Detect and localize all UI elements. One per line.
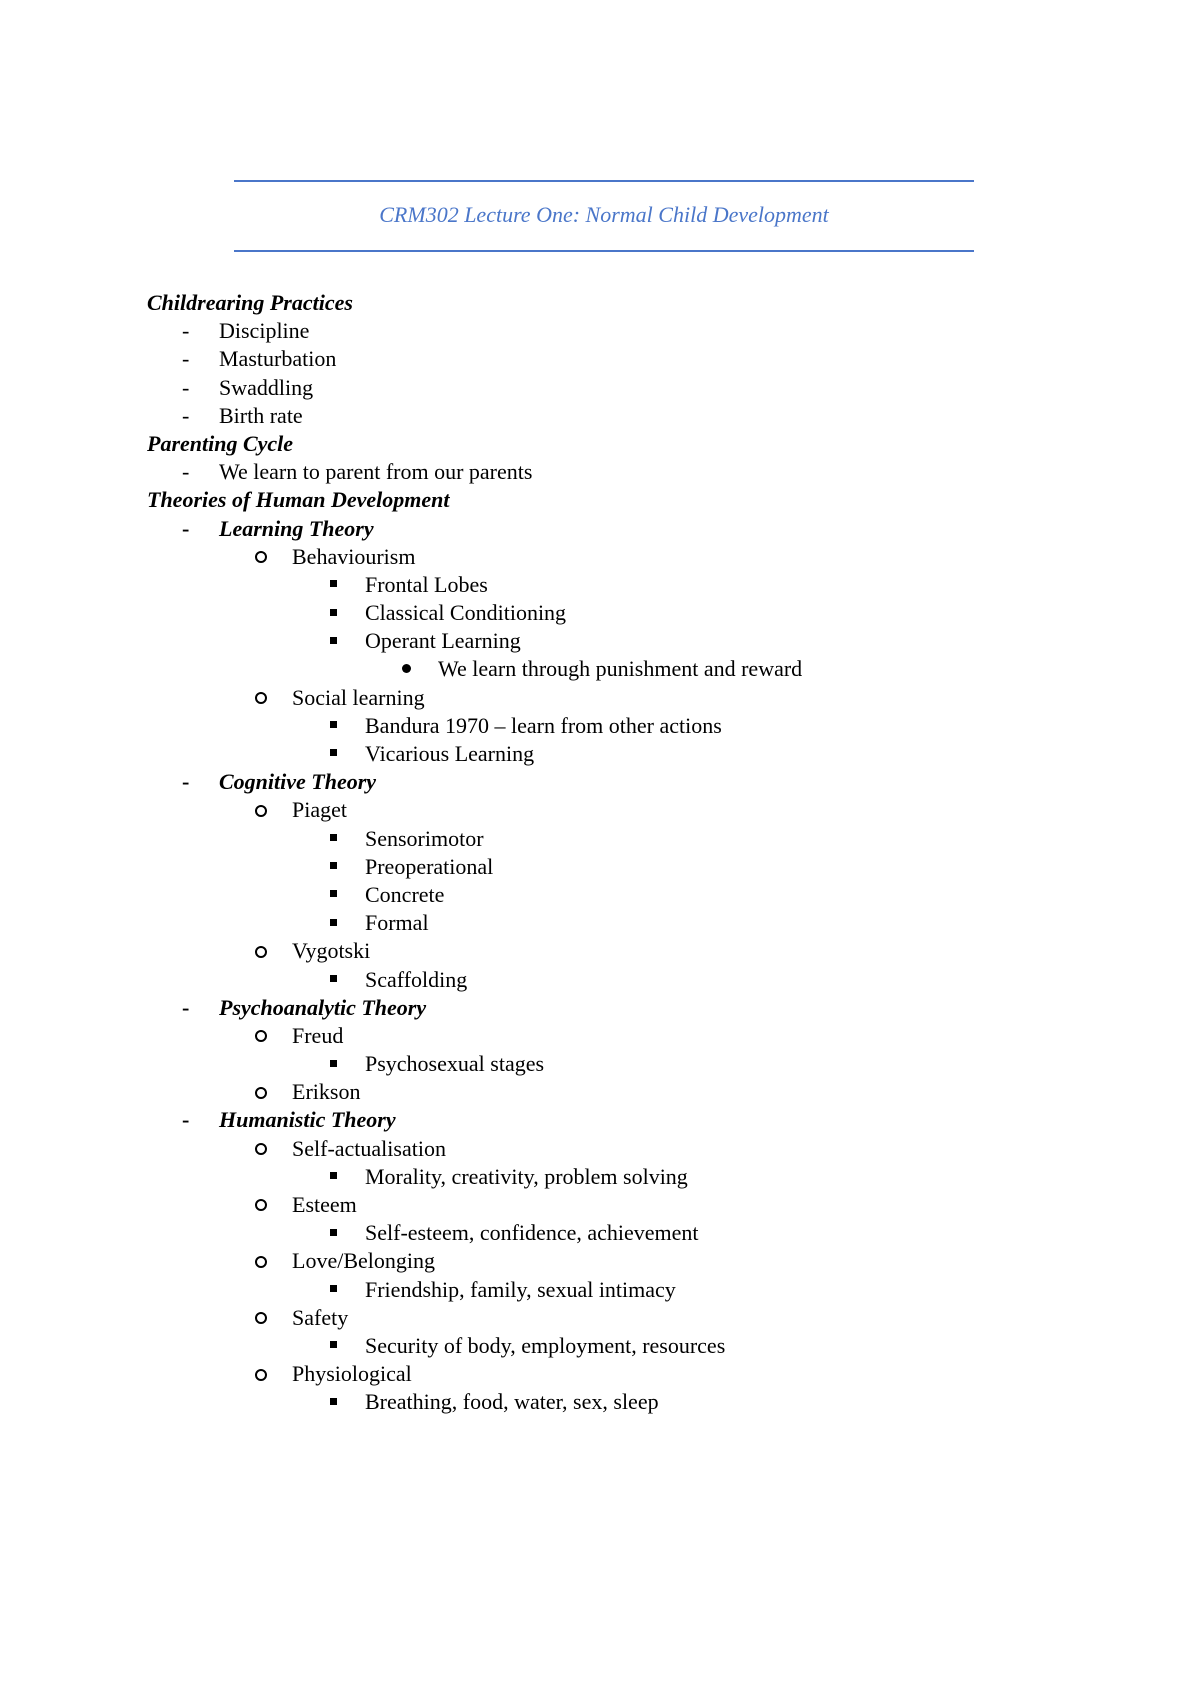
circle-bullet-icon [255,796,267,824]
dash-bullet: - [182,515,190,541]
dash-bullet: - [182,994,190,1020]
theory-item-cognitive: - Cognitive Theory [147,768,1047,796]
square-bullet-icon [330,1332,337,1360]
dash-bullet: - [182,459,190,485]
list-item: Vygotski [147,937,1047,965]
square-bullet-icon [330,1050,337,1078]
title-top-rule [234,180,974,182]
list-item: Safety [147,1304,1047,1332]
circle-bullet-icon [255,1078,267,1106]
list-item: Love/Belonging [147,1247,1047,1275]
square-bullet-icon [330,712,337,740]
list-item: Psychosexual stages [147,1050,1047,1078]
list-item: Morality, creativity, problem solving [147,1163,1047,1191]
square-bullet-icon [330,627,337,655]
dash-bullet: - [182,346,190,372]
theory-item-psychoanalytic: - Psychoanalytic Theory [147,994,1047,1022]
dash-bullet: - [182,318,190,344]
document-body [147,289,1047,1417]
list-item: - Swaddling [147,374,1047,402]
square-bullet-icon [330,1388,337,1416]
list-item: Breathing, food, water, sex, sleep [147,1388,1047,1416]
list-item: Frontal Lobes [147,571,1047,599]
list-item: Vicarious Learning [147,740,1047,768]
dash-bullet: - [182,769,190,795]
title-block [234,180,974,252]
section-heading-childrearing: Childrearing Practices [147,290,353,315]
section-heading-parenting: Parenting Cycle [147,430,294,456]
circle-bullet-icon [255,543,267,571]
list-item: We learn through punishment and reward [147,655,1047,683]
list-item: Erikson [147,1078,1047,1106]
list-item: - We learn to parent from our parents [147,458,1047,486]
section-heading-theories: Theories of Human Development [147,487,450,513]
list-item: - Discipline [147,317,1047,345]
list-item: Self-actualisation [147,1135,1047,1163]
list-item: Bandura 1970 – learn from other actions [147,712,1047,740]
square-bullet-icon [330,571,337,599]
list-item: Piaget [147,796,1047,824]
circle-bullet-icon [255,684,267,712]
list-item: Operant Learning [147,627,1047,655]
square-bullet-icon [330,881,337,909]
list-item: Social learning [147,684,1047,712]
list-item: Sensorimotor [147,825,1047,853]
list-item: - Birth rate [147,402,1047,430]
dot-bullet-icon [402,655,411,683]
title-bottom-rule [234,250,974,252]
list-item: Concrete [147,881,1047,909]
dash-bullet: - [182,1107,190,1133]
dash-bullet: - [182,402,190,428]
square-bullet-icon [330,599,337,627]
list-item: Scaffolding [147,966,1047,994]
square-bullet-icon [330,740,337,768]
list-item: Behaviourism [147,543,1047,571]
list-item: Physiological [147,1360,1047,1388]
circle-bullet-icon [255,1360,267,1388]
square-bullet-icon [330,966,337,994]
circle-bullet-icon [255,937,267,965]
circle-bullet-icon [255,1191,267,1219]
theory-item-humanistic: - Humanistic Theory [147,1106,1047,1134]
square-bullet-icon [330,1276,337,1304]
square-bullet-icon [330,1163,337,1191]
list-item: Freud [147,1022,1047,1050]
list-item: Classical Conditioning [147,599,1047,627]
circle-bullet-icon [255,1135,267,1163]
circle-bullet-icon [255,1022,267,1050]
document-title: CRM302 Lecture One: Normal Child Development [379,202,829,227]
circle-bullet-icon [255,1304,267,1332]
list-item: Friendship, family, sexual intimacy [147,1276,1047,1304]
square-bullet-icon [330,909,337,937]
list-item: Self-esteem, confidence, achievement [147,1219,1047,1247]
circle-bullet-icon [255,1247,267,1275]
list-item: Formal [147,909,1047,937]
dash-bullet: - [182,374,190,400]
list-item: Esteem [147,1191,1047,1219]
list-item: Preoperational [147,853,1047,881]
list-item: - Masturbation [147,345,1047,373]
square-bullet-icon [330,1219,337,1247]
square-bullet-icon [330,853,337,881]
theory-item-learning: - Learning Theory [147,515,1047,543]
list-item: Security of body, employment, resources [147,1332,1047,1360]
square-bullet-icon [330,825,337,853]
